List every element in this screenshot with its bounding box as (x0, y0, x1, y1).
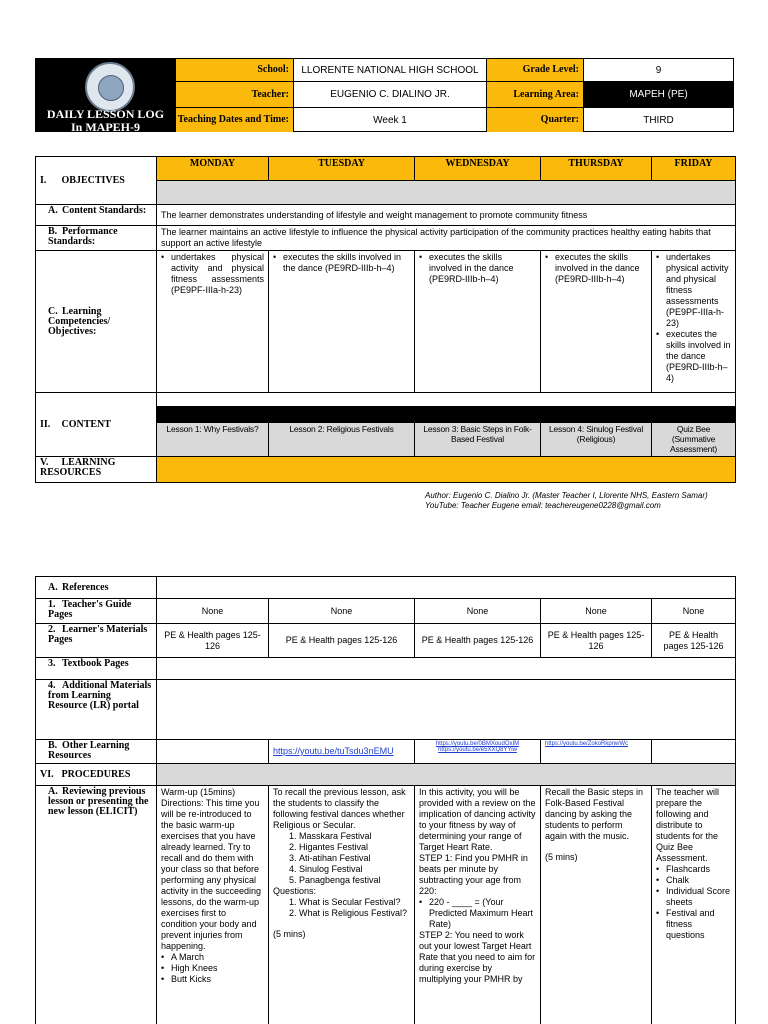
references-blank (157, 577, 736, 599)
list-item: • Festival and fitness questions (656, 908, 731, 941)
lesson-monday: Lesson 1: Why Festivals? (157, 423, 269, 457)
list-item: • Butt Kicks (161, 974, 264, 985)
youtube-link-wednesday-1[interactable]: https://youtu.be/0BMXoudOxIM (435, 741, 520, 747)
questions-label: Questions: (273, 886, 317, 896)
review-tuesday-text: To recall the previous lesson, ask the students to classify the following festival dances whether Religious or Secular. (273, 787, 406, 830)
teaching-dates-value: Week 1 (293, 108, 486, 132)
day-header-thursday: THURSDAY (541, 157, 652, 181)
learners-materials-friday: PE & Health pages 125-126 (652, 624, 736, 658)
author-credit (425, 491, 708, 511)
author-line: Author: Eugenio C. Dialino Jr. (Master Teacher I, Llorente NHS, Eastern Samar) (425, 491, 708, 500)
review-friday (652, 786, 736, 1024)
list-item: • Individual Score sheets (656, 886, 731, 908)
deped-seal-icon (85, 62, 135, 112)
learners-materials-wednesday: PE & Health pages 125-126 (415, 624, 541, 658)
other-resources-tuesday (269, 740, 415, 764)
review-tuesday (269, 786, 415, 1024)
list-item: • executes the skills involved in the dance (PE9RD-IIIb-h–4) (656, 329, 731, 384)
list-item: • A March (161, 952, 264, 963)
youtube-link-tuesday[interactable]: https://youtu.be/tuTsdu3nEMU (273, 746, 394, 756)
review-wednesday (415, 786, 541, 1024)
day-header-friday: FRIDAY (652, 157, 736, 181)
list-item: 2. What is Religious Festival? (299, 908, 410, 919)
list-item: 4. Sinulog Festival (299, 864, 410, 875)
content-section-label: II. CONTENT (36, 393, 157, 457)
references-table (35, 576, 736, 1024)
references-label: A. References (36, 577, 157, 599)
procedures-section-label: VI. PROCEDURES (36, 764, 157, 786)
objectives-section-label: I. OBJECTIVES (36, 157, 157, 205)
lesson-wednesday: Lesson 3: Basic Steps in Folk-Based Festival (415, 423, 541, 457)
quarter-value: THIRD (583, 108, 733, 132)
other-resources-thursday (541, 740, 652, 764)
competency-monday (157, 251, 269, 393)
list-item: • undertakes physical activity and physical fitness assessments (PE9PF-IIIa-h-23) (656, 252, 731, 329)
list-item: • Chalk (656, 875, 731, 886)
day-header-wednesday: WEDNESDAY (415, 157, 541, 181)
log-subtitle: In MAPEH-9 (71, 120, 140, 134)
grade-level-value: 9 (583, 59, 733, 82)
competency-friday (652, 251, 736, 393)
textbook-blank (157, 658, 736, 680)
list-item: • High Knees (161, 963, 264, 974)
teacher-value: EUGENIO C. DIALINO JR. (293, 82, 486, 108)
list-item: 2. Higantes Festival (299, 842, 410, 853)
teacher-label: Teacher: (175, 82, 293, 108)
youtube-link-thursday[interactable]: https://youtu.be/ZokoRkpnwWc (545, 741, 629, 747)
learners-materials-thursday: PE & Health pages 125-126 (541, 624, 652, 658)
teachers-guide-friday: None (652, 599, 736, 624)
other-resources-label: B. Other Learning Resources (36, 740, 157, 764)
school-label: School: (175, 59, 293, 82)
objectives-table (35, 156, 736, 483)
learning-resources-band (157, 457, 736, 483)
time-note: (5 mins) (273, 929, 306, 939)
competency-thursday (541, 251, 652, 393)
list-item: • executes the skills involved in the dance (PE9RD-IIIb-h–4) (545, 252, 647, 285)
competency-tuesday (269, 251, 415, 393)
school-value: LLORENTE NATIONAL HIGH SCHOOL (293, 59, 486, 82)
teachers-guide-wednesday: None (415, 599, 541, 624)
time-note: (5 mins) (545, 852, 578, 862)
content-standards-label: A. Content Standards: (36, 205, 157, 226)
learning-area-label: Learning Area: (486, 82, 583, 108)
learning-resources-label: V. LEARNING RESOURCES (36, 457, 157, 483)
other-resources-monday (157, 740, 269, 764)
review-lesson-label: A. Reviewing previous lesson or presenting the new lesson (ELICIT) (36, 786, 157, 1024)
content-white-band (157, 393, 736, 407)
procedures-gray-band (157, 764, 736, 786)
content-standards-text: The learner demonstrates understanding of lifestyle and weight management to promote community fitness (157, 205, 736, 226)
lesson-thursday: Lesson 4: Sinulog Festival (Religious) (541, 423, 652, 457)
additional-materials-label: 4. Additional Materials from Learning Resource (LR) portal (36, 680, 157, 740)
header-logo-panel (36, 59, 175, 134)
teaching-dates-label: Teaching Dates and Time: (175, 108, 293, 132)
list-item: • executes the skills involved in the dance (PE9RD-IIIb-h–4) (419, 252, 536, 285)
performance-standards-text: The learner maintains an active lifestyle to influence the physical activity participation of the community practices healthy eating habits that support an active lifestyle (157, 226, 736, 251)
textbook-label: 3. Textbook Pages (36, 658, 157, 680)
quarter-label: Quarter: (486, 108, 583, 132)
step-two-text: STEP 2: You need to work out your lowest Target Heart Rate that you need to aim for during exercise by multiplying your PMHR by (419, 930, 536, 984)
review-thursday-text: Recall the Basic steps in Folk-Based Festival dancing by asking the students to perform again with the music. (545, 787, 644, 841)
content-black-band (157, 407, 736, 423)
review-friday-text: The teacher will prepare the following and distribute to students for the Quiz Bee Assessment. (656, 787, 720, 863)
lesson-log-header (35, 58, 734, 132)
header-info-grid (175, 59, 733, 131)
list-item: • undertakes physical activity and physical fitness assessments (PE9PF-IIIa-h-23) (161, 252, 264, 296)
additional-materials-blank (157, 680, 736, 740)
review-monday (157, 786, 269, 1024)
learners-materials-tuesday: PE & Health pages 125-126 (269, 624, 415, 658)
competencies-label: C. Learning Competencies/ Objectives: (36, 251, 157, 393)
competency-wednesday (415, 251, 541, 393)
learners-materials-label: 2. Learner's Materials Pages (36, 624, 157, 658)
list-item: 1. What is Secular Festival? (299, 897, 410, 908)
list-item: • executes the skills involved in the dance (PE9RD-IIIb-h–4) (273, 252, 410, 274)
review-thursday (541, 786, 652, 1024)
other-resources-wednesday (415, 740, 541, 764)
other-resources-friday (652, 740, 736, 764)
day-header-tuesday: TUESDAY (269, 157, 415, 181)
list-item: 3. Ati-atihan Festival (299, 853, 410, 864)
lesson-tuesday: Lesson 2: Religious Festivals (269, 423, 415, 457)
list-item: 5. Panagbenga festival (299, 875, 410, 886)
lesson-friday: Quiz Bee (Summative Assessment) (652, 423, 736, 457)
list-item: • Flashcards (656, 864, 731, 875)
grade-level-label: Grade Level: (486, 59, 583, 82)
performance-standards-label: B. Performance Standards: (36, 226, 157, 251)
day-header-monday: MONDAY (157, 157, 269, 181)
teachers-guide-thursday: None (541, 599, 652, 624)
youtube-link-wednesday-2[interactable]: https://youtu.be/e5XXQ8YYiw (438, 747, 517, 753)
author-contact: YouTube: Teacher Eugene email: teachereugene0228@gmail.com (425, 501, 661, 510)
step-one-text: STEP 1: Find you PMHR in beats per minute by subtracting your age from 220: (419, 853, 528, 896)
teachers-guide-label: 1. Teacher's Guide Pages (36, 599, 157, 624)
review-monday-text: Warm-up (15mins) Directions: This time you will be re-introduced to the basic warm-up exercises that you have already learned. Try to recall and do them with your class so that before performing any physical activity in the succeeding lessons, do the warm-up exercises first to condition your body and prevent injuries from happening. (161, 787, 262, 951)
objectives-gray-band (157, 181, 736, 205)
learning-area-value: MAPEH (PE) (583, 82, 733, 108)
review-wednesday-text: In this activity, you will be provided with a review on the implication of dancing activity to your fitness by way of determining your range of Target Heart Rate. (419, 787, 536, 852)
learners-materials-monday: PE & Health pages 125-126 (157, 624, 269, 658)
log-title: DAILY LESSON LOG (46, 107, 165, 121)
list-item: • 220 - ____ = (Your Predicted Maximum Heart Rate) (419, 897, 536, 930)
list-item: 1. Masskara Festival (299, 831, 410, 842)
teachers-guide-tuesday: None (269, 599, 415, 624)
teachers-guide-monday: None (157, 599, 269, 624)
